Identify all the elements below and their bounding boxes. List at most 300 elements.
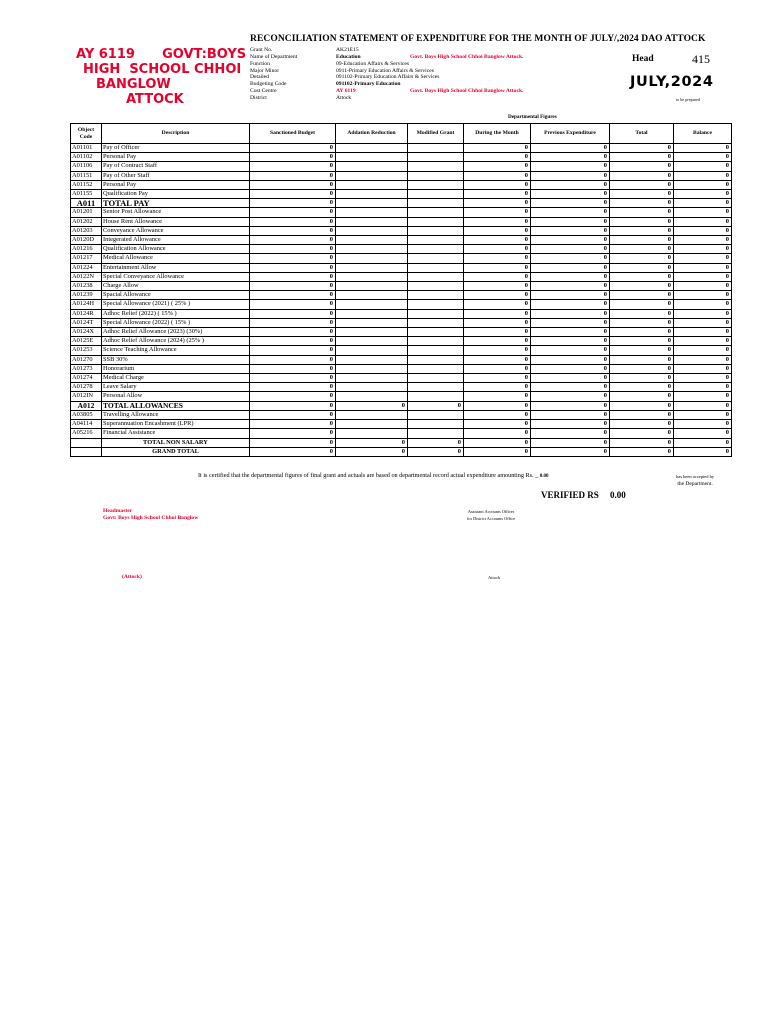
modified-grant-cell: [408, 300, 464, 309]
balance-cell: 0: [674, 447, 732, 456]
description-cell: Special Allowance (2021) ( 25% ): [102, 300, 250, 309]
headmaster-location: (Attock): [122, 574, 142, 580]
modified-grant-cell: [408, 199, 464, 208]
column-header: Object Code: [71, 124, 102, 144]
table-row: [71, 180, 732, 189]
district: Attock: [336, 94, 352, 101]
aao-signature-block: [467, 508, 515, 522]
description-cell: Senior Post Allowance: [102, 208, 250, 217]
table-row: [71, 438, 732, 447]
previous-expenditure-cell: 0: [531, 153, 610, 162]
aao-line-1: Assistant Accounts Officer: [467, 509, 515, 514]
previous-expenditure-cell: 0: [531, 383, 610, 392]
head-value: 415: [692, 52, 710, 66]
sanctioned-budget-cell: 0: [250, 199, 336, 208]
object-code-cell: A0124H: [71, 300, 102, 309]
headmaster-signature-block: [103, 508, 198, 522]
during-month-cell: 0: [464, 346, 531, 355]
balance-cell: 0: [674, 429, 732, 438]
budgeting-code: 091102-Primary Education: [336, 81, 401, 88]
total-cell: 0: [610, 383, 674, 392]
balance-cell: 0: [674, 254, 732, 263]
balance-cell: 0: [674, 144, 732, 153]
sanctioned-budget-cell: 0: [250, 171, 336, 180]
info-label: District: [250, 94, 267, 101]
description-cell: GRAND TOTAL: [102, 447, 250, 456]
description-cell: Spacial Allowance: [102, 291, 250, 300]
addition-reduction-cell: [336, 272, 408, 281]
total-cell: 0: [610, 171, 674, 180]
previous-expenditure-cell: 0: [531, 217, 610, 226]
total-cell: 0: [610, 272, 674, 281]
addition-reduction-cell: [336, 383, 408, 392]
total-cell: 0: [610, 236, 674, 245]
balance-cell: 0: [674, 410, 732, 419]
object-code-cell: A01273: [71, 364, 102, 373]
during-month-cell: 0: [464, 190, 531, 199]
table-header-row: [71, 124, 732, 144]
modified-grant-cell: [408, 318, 464, 327]
table-row: [71, 374, 732, 383]
object-code-cell: A0124T: [71, 318, 102, 327]
previous-expenditure-cell: 0: [531, 328, 610, 337]
during-month-cell: 0: [464, 438, 531, 447]
balance-cell: 0: [674, 300, 732, 309]
certificate-statement: It is certified that the departmental figures of final grant and actuals are based on departmental record actual expenditure amounting Rs. _: [198, 472, 539, 479]
total-cell: 0: [610, 153, 674, 162]
balance-cell: 0: [674, 346, 732, 355]
total-cell: 0: [610, 190, 674, 199]
grant-no: AK21E15: [336, 47, 359, 53]
previous-expenditure-cell: 0: [531, 162, 610, 171]
info-label: Name of Department: [250, 53, 298, 60]
balance-cell: 0: [674, 199, 732, 208]
object-code-cell: A01102: [71, 153, 102, 162]
sanctioned-budget-cell: 0: [250, 272, 336, 281]
balance-cell: 0: [674, 364, 732, 373]
previous-expenditure-cell: 0: [531, 208, 610, 217]
modified-grant-cell: [408, 180, 464, 189]
column-header: Addation Reduction: [336, 124, 408, 144]
description-cell: Pay of Contract Staff: [102, 162, 250, 171]
modified-grant-cell: [408, 337, 464, 346]
description-cell: Medical Allowance: [102, 254, 250, 263]
total-cell: 0: [610, 263, 674, 272]
object-code-cell: A01203: [71, 226, 102, 235]
during-month-cell: 0: [464, 236, 531, 245]
during-month-cell: 0: [464, 282, 531, 291]
sanctioned-budget-cell: 0: [250, 346, 336, 355]
total-cell: 0: [610, 282, 674, 291]
previous-expenditure-cell: 0: [531, 337, 610, 346]
accepted-line-2: the Department.: [677, 480, 713, 487]
addition-reduction-cell: [336, 162, 408, 171]
object-code-cell: A01101: [71, 144, 102, 153]
object-code-cell: A05216: [71, 429, 102, 438]
during-month-cell: 0: [464, 374, 531, 383]
object-code-cell: A012: [71, 401, 102, 410]
description-cell: Qualification Pay: [102, 190, 250, 199]
info-label: Grant No.: [250, 47, 273, 53]
addition-reduction-cell: [336, 236, 408, 245]
table-row: [71, 217, 732, 226]
balance-cell: 0: [674, 272, 732, 281]
info-block: [250, 47, 523, 102]
during-month-cell: 0: [464, 364, 531, 373]
description-cell: Personal Allow: [102, 392, 250, 401]
sanctioned-budget-cell: 0: [250, 392, 336, 401]
addition-reduction-cell: [336, 309, 408, 318]
departmental-figures-label: Departmental Figures: [508, 114, 557, 120]
addition-reduction-cell: [336, 217, 408, 226]
during-month-cell: 0: [464, 383, 531, 392]
during-month-cell: 0: [464, 144, 531, 153]
verified-amount: [541, 490, 626, 500]
balance-cell: 0: [674, 226, 732, 235]
during-month-cell: 0: [464, 309, 531, 318]
previous-expenditure-cell: 0: [531, 318, 610, 327]
total-cell: 0: [610, 401, 674, 410]
during-month-cell: 0: [464, 291, 531, 300]
previous-expenditure-cell: 0: [531, 180, 610, 189]
school-line-3: BANGLOW: [96, 77, 171, 92]
sanctioned-budget-cell: 0: [250, 144, 336, 153]
sanctioned-budget-cell: 0: [250, 401, 336, 410]
during-month-cell: 0: [464, 254, 531, 263]
balance-cell: 0: [674, 438, 732, 447]
addition-reduction-cell: [336, 318, 408, 327]
previous-expenditure-cell: 0: [531, 420, 610, 429]
balance-cell: 0: [674, 171, 732, 180]
total-cell: 0: [610, 144, 674, 153]
verified-label: VERIFIED RS: [541, 490, 599, 500]
previous-expenditure-cell: 0: [531, 144, 610, 153]
during-month-cell: 0: [464, 226, 531, 235]
department-school: Govt. Boys High School Chhoi Banglow Attock.: [410, 53, 524, 60]
table-row: [71, 318, 732, 327]
addition-reduction-cell: [336, 208, 408, 217]
detailed: 091102-Primary Education Affairs & Services: [336, 74, 440, 81]
object-code-cell: A04114: [71, 420, 102, 429]
sanctioned-budget-cell: 0: [250, 429, 336, 438]
during-month-cell: 0: [464, 318, 531, 327]
during-month-cell: 0: [464, 162, 531, 171]
object-code-cell: A0125E: [71, 337, 102, 346]
sanctioned-budget-cell: 0: [250, 245, 336, 254]
description-cell: Entertainment Allow: [102, 263, 250, 272]
total-cell: 0: [610, 180, 674, 189]
addition-reduction-cell: 0: [336, 401, 408, 410]
table-row: [71, 300, 732, 309]
to-be-prepared-note: to be prepared: [676, 97, 700, 102]
previous-expenditure-cell: 0: [531, 309, 610, 318]
modified-grant-cell: [408, 346, 464, 355]
table-row: [71, 447, 732, 456]
table-row: [71, 328, 732, 337]
month-label: JULY,2024: [630, 74, 714, 90]
sanctioned-budget-cell: 0: [250, 282, 336, 291]
object-code-cell: A01216: [71, 245, 102, 254]
modified-grant-cell: [408, 282, 464, 291]
previous-expenditure-cell: 0: [531, 429, 610, 438]
previous-expenditure-cell: 0: [531, 263, 610, 272]
modified-grant-cell: [408, 392, 464, 401]
previous-expenditure-cell: 0: [531, 254, 610, 263]
accepted-line-1: has been accepted by: [676, 474, 715, 479]
column-header: Sanctioned Budget: [250, 124, 336, 144]
sanctioned-budget-cell: 0: [250, 447, 336, 456]
object-code-cell: [71, 447, 102, 456]
addition-reduction-cell: [336, 291, 408, 300]
object-code-cell: A0124R: [71, 309, 102, 318]
during-month-cell: 0: [464, 272, 531, 281]
modified-grant-cell: [408, 254, 464, 263]
during-month-cell: 0: [464, 328, 531, 337]
table-row: [71, 199, 732, 208]
sanctioned-budget-cell: 0: [250, 309, 336, 318]
previous-expenditure-cell: 0: [531, 190, 610, 199]
column-header: During the Month: [464, 124, 531, 144]
addition-reduction-cell: [336, 144, 408, 153]
modified-grant-cell: [408, 144, 464, 153]
balance-cell: 0: [674, 162, 732, 171]
table-row: [71, 144, 732, 153]
previous-expenditure-cell: 0: [531, 410, 610, 419]
description-cell: Adhoc Relief Allowance (2024) (25% ): [102, 337, 250, 346]
balance-cell: 0: [674, 153, 732, 162]
table-row: [71, 236, 732, 245]
total-cell: 0: [610, 374, 674, 383]
description-cell: Special Allowance (2022) ( 15% ): [102, 318, 250, 327]
cost-centre: AY 6119: [336, 88, 356, 95]
sanctioned-budget-cell: 0: [250, 190, 336, 199]
sanctioned-budget-cell: 0: [250, 263, 336, 272]
addition-reduction-cell: [336, 190, 408, 199]
object-code-cell: A01239: [71, 291, 102, 300]
balance-cell: 0: [674, 318, 732, 327]
during-month-cell: 0: [464, 392, 531, 401]
cost-centre-school: Govt. Boys High School Chhoi Banglow Attock.: [410, 88, 524, 95]
head-label: Head: [632, 54, 654, 64]
addition-reduction-cell: [336, 282, 408, 291]
previous-expenditure-cell: 0: [531, 199, 610, 208]
during-month-cell: 0: [464, 245, 531, 254]
previous-expenditure-cell: 0: [531, 401, 610, 410]
total-cell: 0: [610, 410, 674, 419]
previous-expenditure-cell: 0: [531, 374, 610, 383]
balance-cell: 0: [674, 190, 732, 199]
description-cell: Medical Charge: [102, 374, 250, 383]
previous-expenditure-cell: 0: [531, 226, 610, 235]
balance-cell: 0: [674, 245, 732, 254]
object-code-cell: A0124X: [71, 328, 102, 337]
modified-grant-cell: [408, 272, 464, 281]
description-cell: Pay of Officer: [102, 144, 250, 153]
description-cell: Leave Salary: [102, 383, 250, 392]
object-code-cell: A0120D: [71, 236, 102, 245]
description-cell: Financial Assistance: [102, 429, 250, 438]
total-cell: 0: [610, 309, 674, 318]
table-row: [71, 346, 732, 355]
addition-reduction-cell: 0: [336, 447, 408, 456]
balance-cell: 0: [674, 383, 732, 392]
sanctioned-budget-cell: 0: [250, 300, 336, 309]
total-cell: 0: [610, 162, 674, 171]
balance-cell: 0: [674, 236, 732, 245]
modified-grant-cell: [408, 429, 464, 438]
modified-grant-cell: [408, 364, 464, 373]
during-month-cell: 0: [464, 171, 531, 180]
sanctioned-budget-cell: 0: [250, 226, 336, 235]
modified-grant-cell: [408, 236, 464, 245]
previous-expenditure-cell: 0: [531, 236, 610, 245]
balance-cell: 0: [674, 374, 732, 383]
addition-reduction-cell: [336, 374, 408, 383]
modified-grant-cell: [408, 217, 464, 226]
during-month-cell: 0: [464, 208, 531, 217]
previous-expenditure-cell: 0: [531, 364, 610, 373]
modified-grant-cell: [408, 226, 464, 235]
total-cell: 0: [610, 392, 674, 401]
total-cell: 0: [610, 364, 674, 373]
object-code-cell: A01238: [71, 282, 102, 291]
previous-expenditure-cell: 0: [531, 346, 610, 355]
object-code-cell: A03805: [71, 410, 102, 419]
sanctioned-budget-cell: 0: [250, 438, 336, 447]
balance-cell: 0: [674, 337, 732, 346]
sanctioned-budget-cell: 0: [250, 364, 336, 373]
headmaster-title: Headmaster: [103, 508, 133, 514]
object-code-cell: A01106: [71, 162, 102, 171]
expenditure-table: [70, 123, 732, 457]
object-code-cell: A01155: [71, 190, 102, 199]
sanctioned-budget-cell: 0: [250, 291, 336, 300]
modified-grant-cell: [408, 291, 464, 300]
table-row: [71, 392, 732, 401]
modified-grant-cell: [408, 162, 464, 171]
table-row: [71, 410, 732, 419]
sanctioned-budget-cell: 0: [250, 420, 336, 429]
total-cell: 0: [610, 245, 674, 254]
statement-title: RECONCILIATION STATEMENT OF EXPENDITURE FOR THE MONTH OF JULY/,2024 DAO ATTOCK: [250, 34, 706, 44]
modified-grant-cell: [408, 208, 464, 217]
during-month-cell: 0: [464, 401, 531, 410]
table-row: [71, 355, 732, 364]
description-cell: TOTAL ALLOWANCES: [102, 401, 250, 410]
addition-reduction-cell: [336, 226, 408, 235]
info-label: Detailed: [250, 74, 269, 81]
during-month-cell: 0: [464, 355, 531, 364]
description-cell: Science Teaching Allowance: [102, 346, 250, 355]
accepted-note: [676, 474, 714, 487]
column-header: Modified Grant: [408, 124, 464, 144]
during-month-cell: 0: [464, 153, 531, 162]
previous-expenditure-cell: 0: [531, 355, 610, 364]
description-cell: Qualification Allowance: [102, 245, 250, 254]
modified-grant-cell: [408, 171, 464, 180]
school-name: [76, 47, 248, 107]
description-cell: Adhoc Relief Allowance (2023) (30%): [102, 328, 250, 337]
aao-location: Attock: [488, 575, 501, 580]
sanctioned-budget-cell: 0: [250, 217, 336, 226]
table-row: [71, 254, 732, 263]
total-cell: 0: [610, 300, 674, 309]
table-row: [71, 383, 732, 392]
table-row: [71, 337, 732, 346]
balance-cell: 0: [674, 420, 732, 429]
balance-cell: 0: [674, 217, 732, 226]
department: Education: [336, 53, 361, 60]
table-row: [71, 291, 732, 300]
column-header: Description: [102, 124, 250, 144]
info-label: Budgeting Code: [250, 81, 287, 88]
total-cell: 0: [610, 226, 674, 235]
during-month-cell: 0: [464, 447, 531, 456]
addition-reduction-cell: [336, 199, 408, 208]
addition-reduction-cell: [336, 364, 408, 373]
total-cell: 0: [610, 328, 674, 337]
during-month-cell: 0: [464, 217, 531, 226]
modified-grant-cell: 0: [408, 447, 464, 456]
during-month-cell: 0: [464, 300, 531, 309]
during-month-cell: 0: [464, 429, 531, 438]
balance-cell: 0: [674, 355, 732, 364]
balance-cell: 0: [674, 328, 732, 337]
description-cell: Conveyance Allowance: [102, 226, 250, 235]
sanctioned-budget-cell: 0: [250, 383, 336, 392]
certificate-amount: 0.00: [539, 474, 549, 479]
modified-grant-cell: 0: [408, 401, 464, 410]
addition-reduction-cell: [336, 420, 408, 429]
modified-grant-cell: [408, 420, 464, 429]
object-code-cell: A01202: [71, 217, 102, 226]
school-line-2: HIGH SCHOOL CHHOI: [83, 62, 242, 77]
addition-reduction-cell: [336, 171, 408, 180]
object-code-cell: A01278: [71, 383, 102, 392]
description-cell: Honorarium: [102, 364, 250, 373]
sanctioned-budget-cell: 0: [250, 153, 336, 162]
modified-grant-cell: [408, 309, 464, 318]
table-row: [71, 401, 732, 410]
headmaster-school: Govt: Boys High School Chhoi Banglow: [103, 515, 199, 521]
table-row: [71, 226, 732, 235]
table-row: [71, 245, 732, 254]
object-code-cell: A01274: [71, 374, 102, 383]
column-header: Total: [610, 124, 674, 144]
description-cell: TOTAL PAY: [102, 199, 250, 208]
description-cell: Pay of Other Staff: [102, 171, 250, 180]
table-body: [71, 144, 732, 457]
addition-reduction-cell: [336, 337, 408, 346]
object-code-cell: A01152: [71, 180, 102, 189]
sanctioned-budget-cell: 0: [250, 328, 336, 337]
addition-reduction-cell: 0: [336, 438, 408, 447]
during-month-cell: 0: [464, 199, 531, 208]
addition-reduction-cell: [336, 410, 408, 419]
balance-cell: 0: [674, 392, 732, 401]
object-code-cell: A011: [71, 199, 102, 208]
aao-line-2: for District Accounts Office: [467, 516, 516, 521]
description-cell: Personal Pay: [102, 180, 250, 189]
sanctioned-budget-cell: 0: [250, 410, 336, 419]
sanctioned-budget-cell: 0: [250, 162, 336, 171]
total-cell: 0: [610, 447, 674, 456]
balance-cell: 0: [674, 291, 732, 300]
total-cell: 0: [610, 438, 674, 447]
info-label: Function: [250, 60, 270, 67]
addition-reduction-cell: [336, 180, 408, 189]
column-header: Previous Expenditure: [531, 124, 610, 144]
